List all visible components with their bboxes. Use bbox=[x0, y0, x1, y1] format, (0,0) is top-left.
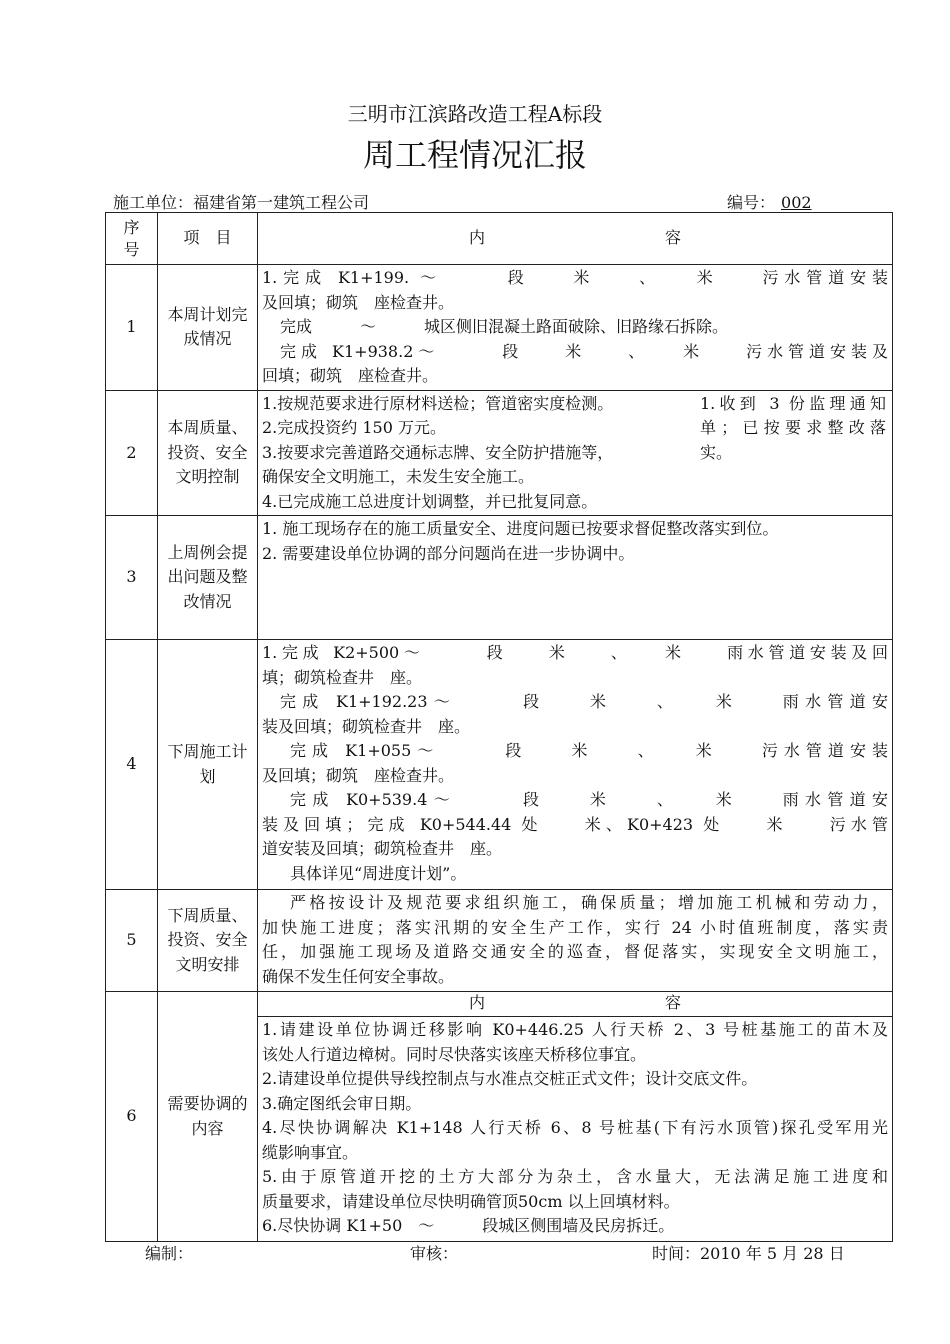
content-line: 1.请建设单位协调迁移影响 K0+446.25 人行天桥 2、3 号桩基施工的苗木及 bbox=[262, 1020, 888, 1039]
content-line: 及回填；砌筑 座检查井。 bbox=[262, 765, 455, 785]
row-content bbox=[258, 390, 893, 516]
control-left bbox=[258, 391, 694, 516]
report-title: 周工程情况汇报 bbox=[362, 136, 587, 174]
row-no: 2 bbox=[106, 390, 158, 516]
content-line: 3.确定图纸会审日期。 bbox=[262, 1093, 422, 1113]
content-line: 4.尽快协调解决 K1+148 人行天桥 6、8 号桩基(下有污水顶管)探孔受军用光 bbox=[262, 1118, 888, 1137]
row-item: 需要协调的内容 bbox=[158, 992, 258, 1242]
row-content bbox=[258, 890, 893, 992]
content-line: 1.按规范要求进行原材料送检；管道密实度检测。 bbox=[262, 393, 614, 413]
content-line: 单；已按要求整改落 bbox=[700, 418, 886, 437]
content-line: 实。 bbox=[700, 442, 733, 462]
table-row bbox=[106, 890, 893, 992]
row-item: 上周例会提出问题及整改情况 bbox=[158, 516, 258, 640]
construction-unit: 施工单位：福建省第一建筑工程公司 bbox=[113, 193, 370, 212]
content-line: 1.完成 K2+500～ 段 米 、 米 雨水管道安装及回 bbox=[262, 643, 888, 662]
content-line: 道安装及回填；砌筑检查井 座。 bbox=[262, 839, 503, 858]
header-no: 序号 bbox=[106, 213, 158, 265]
content-line: 装及回填；完成 K0+544.44 处 米、K0+423 处 米 污水管 bbox=[262, 814, 888, 834]
row-item: 下周施工计划 bbox=[158, 640, 258, 890]
content-line: 严格按设计及规范要求组织施工，确保质量；增加施工机械和劳动力， bbox=[290, 893, 888, 912]
content-line: 5.由于原管道开挖的土方大部分为杂土，含水量大，无法满足施工进度和 bbox=[262, 1167, 888, 1186]
content-line: 3.按要求完善道路交通标志牌、安全防护措施等， bbox=[262, 442, 614, 462]
content-line: 确保安全文明施工，未发生安全施工。 bbox=[262, 467, 535, 486]
control-right bbox=[694, 391, 892, 516]
row-content bbox=[258, 516, 893, 640]
row-item: 本周计划完成情况 bbox=[158, 265, 258, 391]
sub-header: 内 容 bbox=[258, 992, 892, 1017]
footer-date: 时间：2010 年 5 月 28 日 bbox=[652, 1244, 845, 1263]
row-no: 4 bbox=[106, 640, 158, 890]
table-row bbox=[106, 992, 893, 1242]
content-line: 完成 K1+938.2～ 段 米 、 米 污水管道安装及 bbox=[280, 341, 888, 361]
content-line: 及回填；砌筑 座检查井。 bbox=[262, 292, 455, 312]
content-line: 该处人行道边樟树。同时尽快落实该座天桥移位事宜。 bbox=[262, 1044, 647, 1064]
content-line: 回填；砌筑 座检查井。 bbox=[262, 366, 439, 385]
row-no: 6 bbox=[106, 992, 158, 1242]
row-item: 下周质量、投资、安全文明安排 bbox=[158, 890, 258, 992]
row-content bbox=[258, 640, 893, 890]
content-line: 6.尽快协调 K1+50 ～ 段城区侧围墙及民房拆迁。 bbox=[262, 1216, 675, 1235]
content-line: 2. 需要建设单位协调的部分问题尚在进一步协调中。 bbox=[262, 543, 635, 563]
header-content: 内 容 bbox=[258, 213, 893, 265]
split-content bbox=[258, 391, 892, 516]
table-row bbox=[106, 390, 893, 516]
header-item: 项 目 bbox=[158, 213, 258, 265]
content-line: 具体详见“周进度计划”。 bbox=[290, 863, 467, 883]
report-table bbox=[105, 212, 893, 1242]
report-number-label: 编号： bbox=[727, 193, 776, 212]
content-line: 填；砌筑检查井 座。 bbox=[262, 667, 423, 687]
content-line: 完成 K1+192.23～ 段 米 、 米 雨水管道安 bbox=[280, 692, 888, 711]
footer-editor: 编制： bbox=[145, 1244, 194, 1263]
content-line: 装及回填；砌筑检查井 座。 bbox=[262, 716, 471, 736]
content-line: 1.收到 3 份监理通知 bbox=[700, 393, 886, 413]
content-line: 1.完成 K1+199. ～ 段 米 、 米 污水管道安装 bbox=[262, 268, 888, 287]
footer-reviewer: 审核： bbox=[410, 1244, 459, 1263]
row-no: 5 bbox=[106, 890, 158, 992]
report-number-value: 002 bbox=[781, 193, 812, 212]
row-content bbox=[258, 992, 893, 1242]
content-line: 完成 K0+539.4～ 段 米 、 米 雨水管道安 bbox=[290, 790, 888, 809]
table-row bbox=[106, 516, 893, 640]
content-line: 任，加强施工现场及道路交通安全的巡查，督促落实，实现安全文明施工， bbox=[262, 942, 888, 961]
report-number bbox=[727, 190, 824, 213]
content-line: 确保不发生任何安全事故。 bbox=[262, 966, 455, 986]
content-line: 1. 施工现场存在的施工质量安全、进度问题已按要求督促整改落实到位。 bbox=[262, 519, 779, 538]
project-title: 三明市江滨路改造工程A标段 bbox=[347, 102, 603, 126]
content-line: 加快施工进度；落实汛期的安全生产工作，实行 24 小时值班制度，落实责 bbox=[262, 917, 888, 937]
row-item: 本周质量、投资、安全文明控制 bbox=[158, 390, 258, 516]
table-header-row bbox=[106, 213, 893, 265]
row-no: 1 bbox=[106, 265, 158, 391]
content-line: 4.已完成施工总进度计划调整，并已批复同意。 bbox=[262, 491, 598, 511]
content-line: 2.请建设单位提供导线控制点与水准点交桩正式文件；设计交底文件。 bbox=[262, 1069, 758, 1088]
row-no: 3 bbox=[106, 516, 158, 640]
row-content bbox=[258, 265, 893, 391]
table-row bbox=[106, 265, 893, 391]
content-line: 缆影响事宜。 bbox=[262, 1142, 359, 1162]
content-line: 2.完成投资约 150 万元。 bbox=[262, 418, 446, 437]
table-row bbox=[106, 640, 893, 890]
content-line: 质量要求，请建设单位尽快明确管顶50cm 以上回填材料。 bbox=[262, 1191, 680, 1211]
content-line: 完成 K1+055～ 段 米 、 米 污水管道安装 bbox=[290, 741, 888, 760]
content-line: 完成 ～ 城区侧旧混凝土路面破除、旧路缘石拆除。 bbox=[280, 317, 729, 336]
